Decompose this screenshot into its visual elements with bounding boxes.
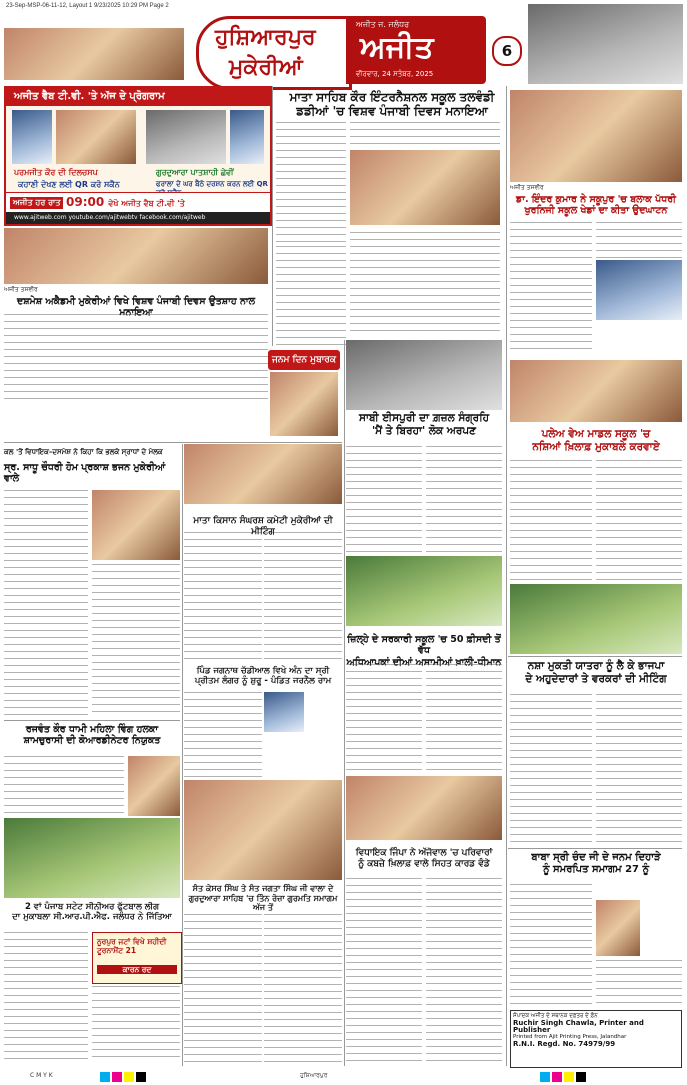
union-col2 <box>264 532 342 662</box>
row-rule <box>508 848 682 849</box>
bjp-col2 <box>596 694 682 846</box>
right-top-headline: ਡਾ. ਇੰਦਰ ਕੁਮਾਰ ਨੇ ਸਕੂਪੁਰ 'ਚ ਬਲਾਕ ਪੱਧਰੀ ਖੁਰਨਿਜੀ ਸਕੂਲ ਖੇਡਾਂ ਦਾ ਕੀਤਾ ਉਦਘਾਟਨ <box>516 194 676 217</box>
baba-sri-chand-col1 <box>510 884 592 1004</box>
vacancy-col1 <box>346 664 422 774</box>
tournament-notice <box>92 932 182 984</box>
book-launch-headline: ਸਾਬੀ ਈਸਪੁਰੀ ਦਾ ਗ਼ਜ਼ਲ ਸੰਗ੍ਰਹਿ 'ਮੈਂ ਤੇ ਬਿਰਹਾ' ਲੋਕ ਅਰਪਣ <box>358 412 490 437</box>
baba-sri-chand-headline: ਬਾਬਾ ਸ੍ਰੀ ਚੰਦ ਜੀ ਦੇ ਜਨਮ ਦਿਹਾੜੇ ਨੂੰ ਸਮਰਪਿਤ ਸਮਾਗਮ 27 ਨੂੰ <box>531 852 661 875</box>
advert-heading: ਅਜੀਤ ਵੈਬ ਟੀ.ਵੀ. 'ਤੇ ਅੱਜ ਦੇ ਪ੍ਰੋਗਰਾਮ <box>6 88 270 106</box>
health-card-col1 <box>346 878 422 1064</box>
right-top-caption: ਅਜੀਤ ਤਸਵੀਰ <box>510 184 544 191</box>
issue-date: ਵੀਰਵਾਰ, 24 ਸਤੰਬਰ, 2025 <box>356 70 434 78</box>
right-mid-col2 <box>596 460 682 580</box>
union-headline: ਮਾਤਾ ਕਿਸਾਨ ਸੰਘਰਸ਼ ਕਮੇਟੀ ਮੁਕੇਰੀਆਂ ਦੀ ਮੀਟਿੰਗ <box>193 516 333 537</box>
masthead-right-photo <box>528 4 683 84</box>
bjp-headline: ਨਸ਼ਾ ਮੁਕਤੀ ਯਾਤਰਾ ਨੂੰ ਲੈ ਕੇ ਭਾਜਪਾ ਦੇ ਅਹੁਦੇਦਾਰਾਂ ਤੇ ਵਰਕਰਾਂ ਦੀ ਮੀਟਿੰਗ <box>525 660 667 685</box>
masthead <box>196 16 516 84</box>
color-bar-black <box>136 1072 146 1082</box>
tournament-notice-sub: ਕਾਰਨ ਰਦ <box>97 965 177 974</box>
school-photo <box>346 556 502 626</box>
vacancy-col2 <box>426 664 502 774</box>
health-card-headline: ਵਿਧਾਇਕ ਜਿੰਪਾ ਨੇ ਅੱਜੋਵਾਲ 'ਚ ਪਰਿਵਾਰਾਂ ਨੂੰ ਕਬਜ਼ੇ ਖ਼ਿਲਾਫ਼ ਵਾਲੇ ਸਿਹਤ ਕਾਰਡ ਵੰਡੇ <box>355 848 493 869</box>
brand-small-label: ਅਜੀਤ ਜ. ਜਲੰਧਰ <box>356 20 410 29</box>
row-rule <box>4 442 342 443</box>
advert-left-qr-photo <box>12 110 52 164</box>
advert-right-title: ਗੁਰਦੁਆਰਾ ਪਾਤਸ਼ਾਹੀ ਛੇਵੀਂ <box>156 168 234 177</box>
column-rule <box>272 86 273 346</box>
masthead-city-block <box>196 16 352 90</box>
union-group-photo <box>184 444 342 504</box>
row-rule <box>508 656 682 657</box>
city-name-2: ਮੁਕੇਰੀਆਂ <box>229 55 303 80</box>
book-launch-col2 <box>426 446 502 556</box>
coordinator-photo <box>128 756 180 816</box>
birthday-photo <box>270 372 338 436</box>
color-bar-yellow <box>564 1072 574 1082</box>
masthead-brand-block <box>346 16 486 84</box>
vacancy-headline: ਜ਼ਿਲ੍ਹੇ ਦੇ ਸਰਕਾਰੀ ਸਕੂਲ 'ਚ 50 ਫ਼ੀਸਦੀ ਤੋਂ ਵੱਧ ਅਧਿਆਪਕਾਂ ਦੀਆਂ ਅਸਾਮੀਆਂ ਖ਼ਾਲੀ-ਧੀਮਾਨ <box>346 634 502 668</box>
left-story-col1 <box>4 490 88 716</box>
city-name-1: ਹੁਸ਼ਿਆਰਪੁਰ <box>215 25 316 50</box>
langar-headline: ਪਿੰਡ ਜਗਨਾਥ ਚੱਡੀਆਲ ਵਿਖੇ ਅੰਨ ਦਾ ਸ੍ਰੀ ਪ੍ਰੀਤਮ ਲੰਗਰ ਨੂੰ ਸ਼ੁਰੂ - ਪੰਡਿਤ ਜਰਨੈਲ ਰਾਮ <box>194 666 332 687</box>
left-kicker: ਕਲ 'ਤੋਂ ਵਿਧਾਇਕ–ਦਸਮੇਸ਼ ਨੇ ਕਿਹਾ ਕਿ ਭਲਕੇ ਸ੍ਰਾਧਾਂ ਦੇ ਮੇਲਕ <box>4 448 163 456</box>
advert-left-photo <box>56 110 136 164</box>
advert-time-bar <box>6 192 270 213</box>
right-top-col1 <box>510 222 592 352</box>
right-sports-photo <box>510 360 682 422</box>
color-bar-black <box>576 1072 586 1082</box>
imprint-line3: Printed from Ajit Printing Press, Jalandhar <box>513 1034 627 1040</box>
column-rule <box>506 86 507 1066</box>
story-top-headline: ਮਾਤਾ ਸਾਹਿਬ ਕੌਰ ਇੰਟਰਨੈਸ਼ਨਲ ਸਕੂਲ ਤਲਵੰਡੀ ਡਡੀਆਂ 'ਚ ਵਿਸ਼ਵ ਪੰਜਾਬੀ ਦਿਵਸ ਮਨਾਇਆ <box>289 90 495 119</box>
academy-caption: ਅਜੀਤ ਤਸਵੀਰ <box>4 286 38 293</box>
imprint-box <box>510 1010 682 1068</box>
advert-right-qr-photo <box>230 110 264 164</box>
right-mid-photo <box>510 584 682 654</box>
story-top-col3 <box>350 232 500 332</box>
football-photo <box>4 818 180 898</box>
langar-photo <box>264 692 304 732</box>
print-slug: 23-Sep-MSP-06-11-12, Layout 1 9/23/2025 10:29 PM Page 2 <box>6 3 169 9</box>
birthday-badge: ਜਨਮ ਦਿਨ ਮੁਬਾਰਕ <box>268 350 340 370</box>
page-number: 6 <box>492 36 522 66</box>
tournament-notice-title: ਨੂਰਪੁਰ ਜਟਾਂ ਵਿਖੇ ਸ਼ਹੀਦੀ ਟੂਰਨਾਮੈਂਟ 21 <box>97 937 167 955</box>
web-tv-advert <box>4 86 272 226</box>
academy-body <box>4 314 268 400</box>
column-rule <box>344 340 345 1066</box>
row-rule <box>4 720 180 721</box>
footer-section: ਹੁਸ਼ਿਆਰਪੁਰ <box>300 1072 328 1079</box>
advert-left-sub: ਕਹਾਣੀ ਦੇਖਣ ਲਈ QR ਕਰੋ ਸਕੈਨ <box>18 180 120 189</box>
right-top-photo <box>510 90 682 182</box>
story-top-col1 <box>276 122 346 242</box>
football-headline: 2 ਵਾਂ ਪੰਜਾਬ ਸਟੇਟ ਸੀਨੀਅਰ ਫੁੱਟਬਾਲ ਲੀਗ ਦਾ ਮੁਕਾਬਲਾ ਸੀ.ਆਰ.ਪੀ.ਐਫ. ਜਲੰਧਰ ਨੇ ਜਿੱਤਿਆ <box>12 902 172 923</box>
brand-logo: ਅਜੀਤ <box>360 30 434 65</box>
story-top-intro <box>350 122 500 148</box>
gurmat-headline: ਸੰਤ ਕੇਸਰ ਸਿੰਘ ਤੇ ਸੰਤ ਜਗਤਾ ਸਿੰਘ ਜੀ ਵਾਲਾ ਦੇ ਗੁਰਦੁਆਰਾ ਸਾਹਿਬ 'ਚ ਤਿੰਨ ਰੋਜ਼ਾ ਗੁਰਮਤਿ ਸਮਾਗਮ ਅੱਜ ਤੋਂ <box>188 884 338 913</box>
masthead-left-photo <box>4 28 184 80</box>
right-mid-col1 <box>510 460 592 580</box>
imprint-line1: ਸੰਪਾਦਕ ਅਜੀਤ ਦੇ ਸਥਾਨਕ ਦਫ਼ਤਰ ਦੇ ਫ਼ੋਨ <box>513 1013 598 1019</box>
gurmat-col1 <box>184 914 262 1064</box>
coordinator-body <box>4 756 124 814</box>
imprint-line2: Ruchir Singh Chawla, Printer and Publisher <box>513 1019 644 1034</box>
coordinator-headline: ਰਜਵੰਤ ਕੌਰ ਧਾਮੀ ਮਹਿਲਾ ਵਿੰਗ ਹਲਕਾ ਸ਼ਾਮਚੁਰਾਸੀ ਦੀ ਕੋਆਰਡੀਨੇਟਰ ਨਿਯੁਕਤ <box>23 724 161 747</box>
baba-sri-chand-col2 <box>596 960 682 1004</box>
footer-cmyk: C M Y K <box>30 1072 53 1079</box>
langar-col1 <box>184 692 262 778</box>
left-headline: ਸ੍ਰ. ਸਾਧੂ ਚੌਧਰੀ ਹੋਮ ਪ੍ਰਕਾਸ਼ ਭਜਨ ਮੁਕੇਰੀਆਂ ਵਾਲੇ <box>4 462 166 485</box>
football-col1 <box>4 932 88 1062</box>
color-bar-magenta <box>112 1072 122 1082</box>
advert-time: 09:00 ਵੇਖੋ ਅਜੀਤ ਵੈਬ ਟੀ.ਵੀ 'ਤੇ <box>66 195 185 209</box>
book-launch-col1 <box>346 446 422 556</box>
advert-gurdwara-photo <box>146 110 226 164</box>
health-card-photo <box>346 776 502 840</box>
column-rule <box>182 444 183 1066</box>
football-col2 <box>92 986 180 1062</box>
right-top-inline-photo <box>596 260 682 320</box>
color-bar-yellow <box>124 1072 134 1082</box>
bjp-col1 <box>510 694 592 846</box>
story-top-col2 <box>276 246 346 346</box>
advert-time-label: ਅਜੀਤ ਹਰ ਰਾਤ <box>10 197 63 209</box>
advert-left-title: ਪਰਮਜੀਤ ਕੌਰ ਦੀ ਦਿਲਚਸਪ <box>14 168 98 177</box>
story-top-photo <box>350 150 500 225</box>
left-story-col2 <box>92 564 180 716</box>
academy-photo <box>4 228 268 284</box>
color-bar-cyan <box>540 1072 550 1082</box>
color-bar-cyan <box>100 1072 110 1082</box>
academy-headline: ਦਸ਼ਮੇਸ਼ ਅਕੈਡਮੀ ਮੁਕੇਰੀਆਂ ਵਿਖੇ ਵਿਸ਼ਵ ਪੰਜਾਬੀ ਦਿਵਸ ਉਤਸ਼ਾਹ ਨਾਲ ਮਨਾਇਆ <box>16 296 256 319</box>
union-col1 <box>184 532 262 662</box>
gurmat-col2 <box>264 914 342 1064</box>
saints-portraits <box>184 780 342 880</box>
advert-links: www.ajitweb.com youtube.com/ajitwebtv facebook.com/ajitweb <box>6 212 270 224</box>
right-top-col2 <box>596 222 682 258</box>
health-card-col2 <box>426 878 502 1064</box>
imprint-line4: R.N.I. Regd. No. 74979/99 <box>513 1040 616 1048</box>
color-bar-magenta <box>552 1072 562 1082</box>
right-mid-headline: ਪਲੇਅ ਵੇਅ ਮਾਡਲ ਸਕੂਲ 'ਚ ਨਸ਼ਿਆਂ ਖ਼ਿਲਾਫ਼ ਮੁਕਾਬਲੇ ਕਰਵਾਏ <box>532 428 660 453</box>
book-launch-photo <box>346 340 502 410</box>
advert-right-sub: ਫਰਾਲਾ ਦੇ ਘਰ ਬੈਠੇ ਦਰਸ਼ਨ ਕਰਨ ਲਈ QR <box>156 180 268 188</box>
baba-sri-chand-photo <box>596 900 640 956</box>
left-story-photo <box>92 490 180 560</box>
